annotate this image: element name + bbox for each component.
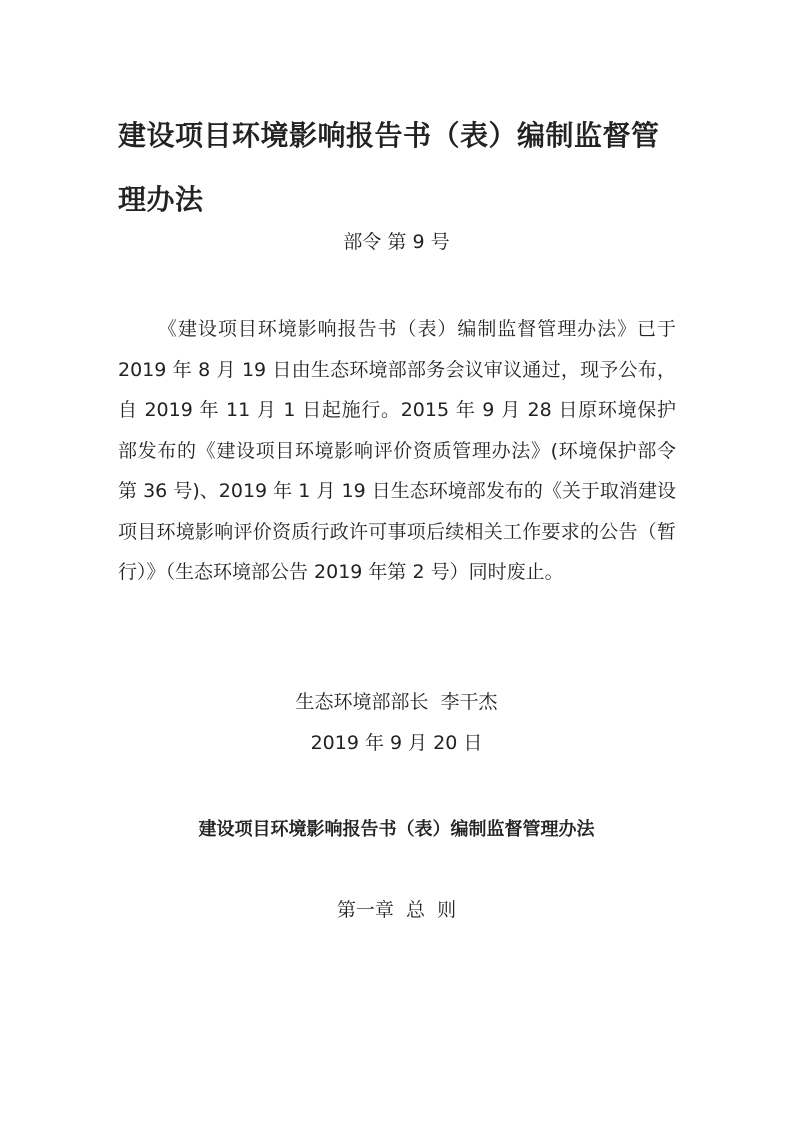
sign-date: 2019 年 9 月 20 日 bbox=[310, 732, 483, 754]
signer-line: 生态环境部部长 李干杰 bbox=[295, 691, 498, 713]
document-title: 建设项目环境影响报告书（表）编制监督管理办法 bbox=[118, 119, 660, 216]
body-title: 建设项目环境影响报告书（表）编制监督管理办法 bbox=[198, 819, 595, 840]
order-number: 部令 第 9 号 bbox=[343, 231, 450, 253]
chapter-heading: 第一章 总 则 bbox=[336, 899, 457, 921]
preamble-paragraph: 《建设项目环境影响报告书（表）编制监督管理办法》已于 2019 年 8 月 19 日由生态环境部部务会议审议通过，现予公布，自 2019 年 11 月 1 日起施行。2015 年 9 月 28 日原环境保护部发布的《建设项目环境影响评价资质管理办法》(环境保护部令第 36 号)、2019 年 1 月 19 日生态环境部发布的《关于取消建设项目环境影响评价资质行政许可事项后续相关工作要求的公告（暂行）》（生态环境部公告 2019 年第 2 号）同时废止。 bbox=[118, 318, 676, 583]
